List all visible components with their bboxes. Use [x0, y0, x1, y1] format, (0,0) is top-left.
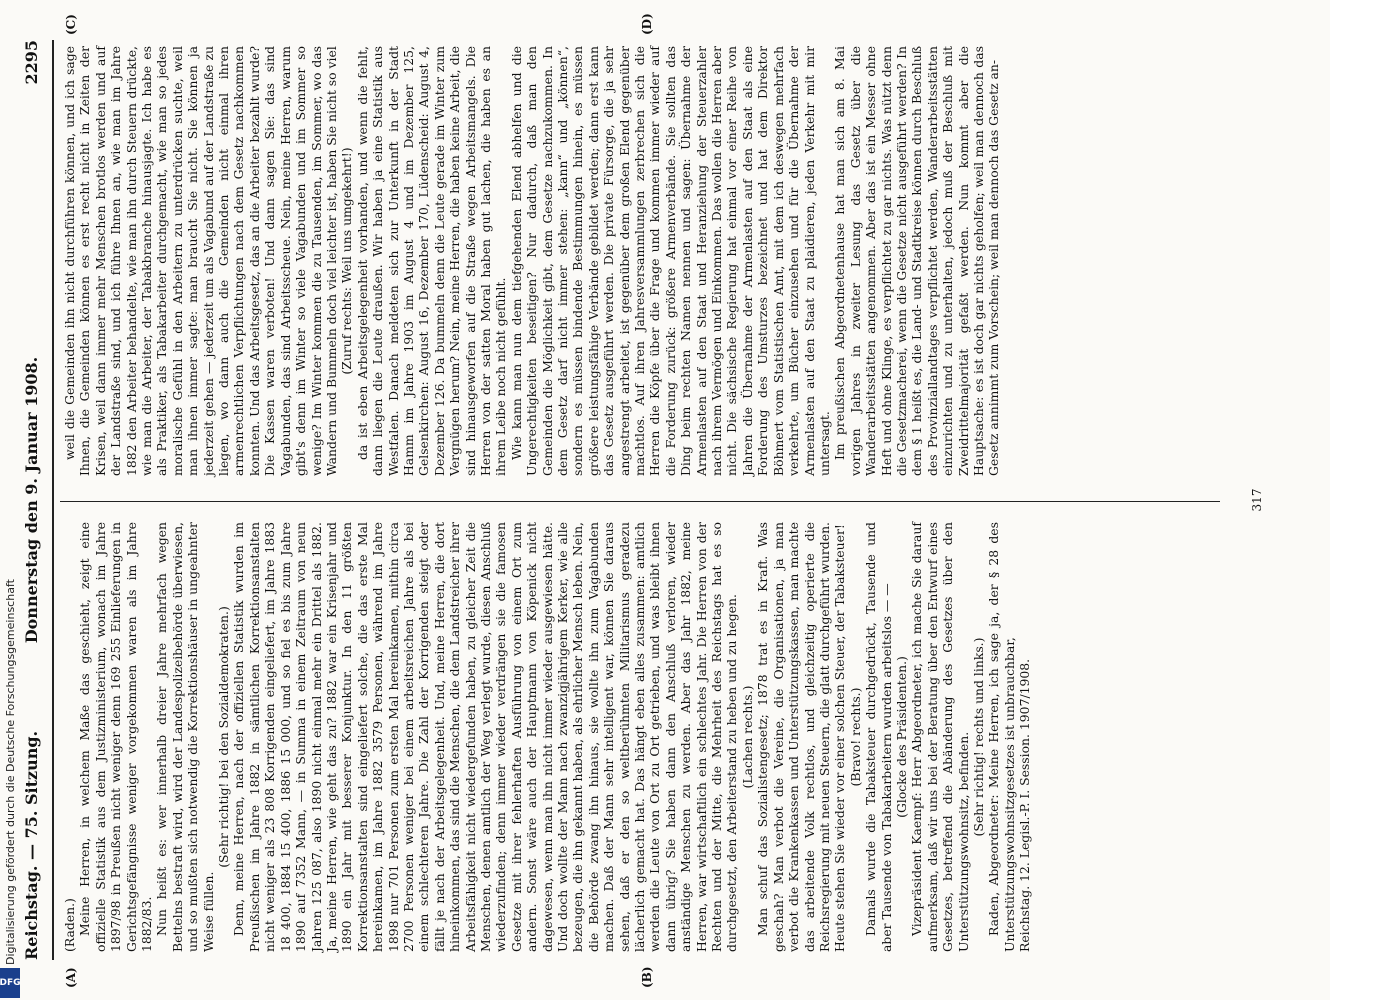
paragraph: Meine Herren, in welchem Maße das geschieht, zeigt eine offizielle Statistik aus dem Justizministerium, wonach im Jahre 1897/98 in Preußen nicht weniger denn 169 255 Einlieferungen in Gerichtsgefängnisse weniger vorgekommen waren als im Jahre 1882/83. — [77, 522, 155, 952]
dfg-logo: DFG — [0, 968, 20, 998]
paragraph: Wie kann man nun dem tiefgehenden Elend abhelfen und die Ungerechtigkeiten beseitigen? Nur dadurch, daß man den Gemeinden die Möglichkeit gibt, dem Gesetze nachzukommen. In dem Gesetz darf nicht immer stehen: „kann“ und „können“, sondern es müssen bindende Bestimmungen hinein, es müssen größere leistungsfähige Verbände gebildet werden; dann erst kann das Gesetz ausgeführt werden. Die private Fürsorge, die ja sehr angestrengt arbeitet, ist gegenüber dem großen Elend gegenüber machtlos. Auf ihren Jahresversammlungen zerbrechen sich die Herren die Köpfe über die Frage und kommen immer wieder auf die Forderung zurück: größere Armenverbände. Sie sollten das Ding beim rechten Namen nennen und sagen: Übernahme der Armenlasten auf den Staat und Heranziehung der Steuerzahler nach ihrem Vermögen und Einkommen. Das wollen die Herren aber nicht. Die sächsische Regierung hat einmal vor einer Reihe von Jahren die Übernahme der Armenlasten auf den Staat als eine Forderung des Umsturzes bezeichnet und hat dem Direktor Böhmert vom Statistischen Amt, mit dem ich deswegen mehrfach verkehrte, um Bücher einzusehen und für die Übernahme der Armenlasten auf den Staat zu plaidieren, jeden Verkehr mit mir untersagt. — [508, 46, 832, 476]
paragraph: Damals wurde die Tabaksteuer durchgedrückt, Tausende und aber Tausende von Tabakarbeitern wurden arbeitslos — — — [863, 522, 894, 952]
column-divider — [60, 501, 1220, 502]
paragraph: (Sehr richtig! rechts und links.) — [970, 637, 986, 837]
margin-marker-c: (C) — [64, 14, 78, 35]
paragraph: (Raden.) — [62, 898, 77, 952]
left-text-column — [62, 522, 1033, 952]
paragraph: (Lachen rechts.) — [739, 685, 755, 789]
paragraph: (Bravo! rechts.) — [847, 687, 863, 787]
paragraph: da ist eben Arbeitsgelegenheit vorhanden, und wenn die fehlt, dann liegen die Leute draußen. Wir haben ja eine Statistik aus Westfalen. Danach meldeten sich zur Unterkunft in der Stadt Hamm im Jahre 1903 im August 4 und im Dezember 125, Gelsenkirchen: August 16, Dezember 170, Lüdenscheid: August 4, Dezember 126. Da bummeln denn die Leute gerade im Winter zum Vergnügen herum? Nein, meine Herren, die haben keine Arbeit, die sind hinausgeworfen auf die Straße wegen Arbeitsmangels. Die Herren von der satten Moral haben gut lachen, die haben es an ihrem Leibe noch nicht gefühlt. — [354, 46, 509, 476]
page-number: 317 — [1250, 488, 1264, 512]
paragraph: weil die Gemeinden ihn nicht durchführen können, und ich sage Ihnen, die Gemeinden können es erst recht nicht in Zeiten der Krisen, weil dann immer mehr Menschen brotlos werden und auf der Landstraße sind, und ich führe Ihnen an, wie man im Jahre 1882 den Arbeiter behandelte, wie man ihn durch Steuern drückte, wie man die Arbeiter, der Tabakbranche hinausjagte. Ich habe es als Praktiker, als Tabakarbeiter durchgemacht, wie man so jedes moralische Gefühl in den Arbeitern zu unterdrücken suchte, weil man ihnen immer sagte: man braucht Sie nicht. Sie können ja jederzeit gehen — jederzeit um als Vagabund auf der Landstraße zu liegen, wo dann auch die Gemeinden nicht einmal ihren armenrechtlichen Verpflichtungen nach dem Gesetz nachkommen konnten. Und das Arbeitsgesetz, das an die Arbeiter bezahlt wurde? Die Kassen waren verboten! Und dann sagen Sie: das sind Vagabunden, das sind Arbeitsscheue. Nein, meine Herren, warum gibt's denn im Winter so viele Vagabunden und im Sommer so wenige? Im Winter kommen die zu Tausenden, im Sommer, wo das Wandern und Bummeln doch viel leichter ist, haben Sie nicht so viel — [62, 46, 339, 476]
header-date: Donnerstag den 9. Januar 1908. — [22, 356, 41, 644]
paragraph: (Glocke des Präsidenten.) — [893, 656, 909, 818]
paragraph: Vizepräsident Kaempf: Herr Abgeordneter, ich mache Sie darauf aufmerksam, daß wir uns bei der Beratung über den Entwurf eines Gesetzes, betreffend die Abänderung des Gesetzes über den Unterstützungswohnsitz, befinden. — [909, 522, 971, 952]
paragraph: Nun heißt es: wer innerhalb dreier Jahre mehrfach wegen Bettelns bestraft wird, wird der Landespolizeibehörde überwiesen, und so mußten sich notwendig die Korrektionshäuser in ungeahnter Weise füllen. — [154, 522, 216, 952]
margin-marker-d: (D) — [640, 13, 654, 35]
paragraph: Reichstag. 12. Legisl.-P. I. Session. 1907/1908. — [1017, 658, 1033, 952]
header-left: Reichstag. — 75. Sitzung. — [22, 730, 41, 960]
header-column-number: 2295 — [22, 40, 41, 85]
paragraph: Raden, Abgeordneter: Meine Herren, ich sage ja, der § 28 des Unterstützungswohnsitzgesetzes ist unbrauchbar, — [986, 522, 1017, 952]
margin-marker-b: (B) — [640, 966, 654, 988]
paragraph: Im preußischen Abgeordnetenhause hat man sich am 8. Mai vorigen Jahres in zweiter Lesung das Gesetz über die Wanderarbeitsstätten angenommen. Aber das ist ein Messer ohne Heft und ohne Klinge, es verpflichtet zu gar nichts. Was nützt denn die Gesetzmacherei, wenn die Gesetze nicht ausgeführt werden? In dem § 1 heißt es, die Land- und Stadtkreise können durch Beschluß des Provinziallandtages verpflichtet werden, Wanderarbeitsstätten einzurichten und zu unterhalten, jedoch muß der Beschluß mit Zweidrittelmajorität gefaßt werden. Nun kommt aber die Hauptsache: es ist doch gar nichts geholfen; weil man dennoch das Gesetz annimmt zum Vorschein; weil man dennoch das Gesetz an- — [832, 46, 1002, 476]
page-header — [18, 40, 48, 960]
paragraph: (Sehr richtig! bei den Sozialdemokraten.) — [216, 606, 232, 868]
paragraph: (Zuruf rechts: Weil uns umgekehrt!) — [339, 147, 355, 375]
margin-marker-a: (A) — [64, 967, 78, 988]
paragraph: Denn, meine Herren, nach der offiziellen Statistik wurden im Preußischen im Jahre 1882 in sämtlichen Korrektionsanstalten nicht weniger als 23 808 Korrigenden eingeliefert, im Jahre 1883 18 400, 1884 15 400, 1886 15 000, und so fiel es bis zum Jahre 1890 auf 7352 Mann, — in Summa in einem Zeitraum von neun Jahren 125 087, also 1890 nicht einmal mehr ein Drittel als 1882. Ja, meine Herren, wie geht das zu? 1882 war ein Krisenjahr und 1890 ein Jahr mit besserer Konjunktur. In den 11 größten Korrektionsanstalten sind eingeliefert solche, die das erste Mal hereinkamen, im Jahre 1882 3579 Personen, während im Jahre 1898 nur 701 Personen zum ersten Mal hereinkamen, mithin circa 2700 Personen weniger bei einem arbeitsreichen Jahre als bei einem schlechteren Jahre. Die Zahl der Korrigenden steigt oder fällt je nach der Arbeitsgelegenheit. Und, meine Herren, die dort hineinkommen, das sind die Menschen, die dem Landstreicher ihrer Arbeitsfähigkeit nicht wiedergefunden haben, zu gleicher Zeit die Menschen, denen amtlich der Weg verlegt wurde, diesen Anschluß wiederzufinden; denn immer wieder verdrängen sie die famosen Gesetze mit ihrer fehlerhaften Ausführung von einem Ort zum andern. Sonst wäre auch der Hauptmann von Köpenick nicht dagewesen, wenn man ihn nicht immer wieder ausgewiesen hätte. Und doch wollte der Mann nach zwanzigjährigem Kerker, wie alle bezeugen, die ihn gekannt haben, als ehrlicher Mensch leben. Nein, die Behörde zwang ihn hinaus, sie wollte ihn zum Vagabunden machen. Daß der Mann sehr intelligent war, können Sie daraus sehen, daß er den so weltberühmten Militarismus geradezu lächerlich gemacht hat. Das hängt eben alles zusammen: amtlich werden die Leute von Ort zu Ort getrieben, und was bleibt ihnen dann übrig? Sie haben dann den Anschluß verloren, wieder anständige Menschen zu werden. Aber das Jahr 1882, meine Herren, war wirtschaftlich ein schlechtes Jahr. Die Herren von der Rechten und der Mitte, die Mehrheit des Reichstags hat es so durchgesetzt, den Arbeiterstand zu heben und zu hegen. — [231, 522, 740, 952]
dfg-credit-text: Digitalisierung gefördert durch die Deutsche Forschungsgemeinschaft — [4, 579, 17, 965]
right-text-column — [62, 46, 1002, 476]
paragraph: Man schuf das Sozialistengesetz; 1878 trat es in Kraft. Was geschah? Man verbot die Vereine, die Organisationen, ja man verbot die Krankenkassen und Unterstützungskassen, man machte das arbeitende Volk rechtlos, und gleichzeitig operierte die Reichsregierung mit neuen Steuern, die glatt durchgeführt wurden. Heute stehen Sie wieder vor einer solchen Steuer, der Tabaksteuer! — [755, 522, 848, 952]
header-rule — [52, 40, 54, 960]
